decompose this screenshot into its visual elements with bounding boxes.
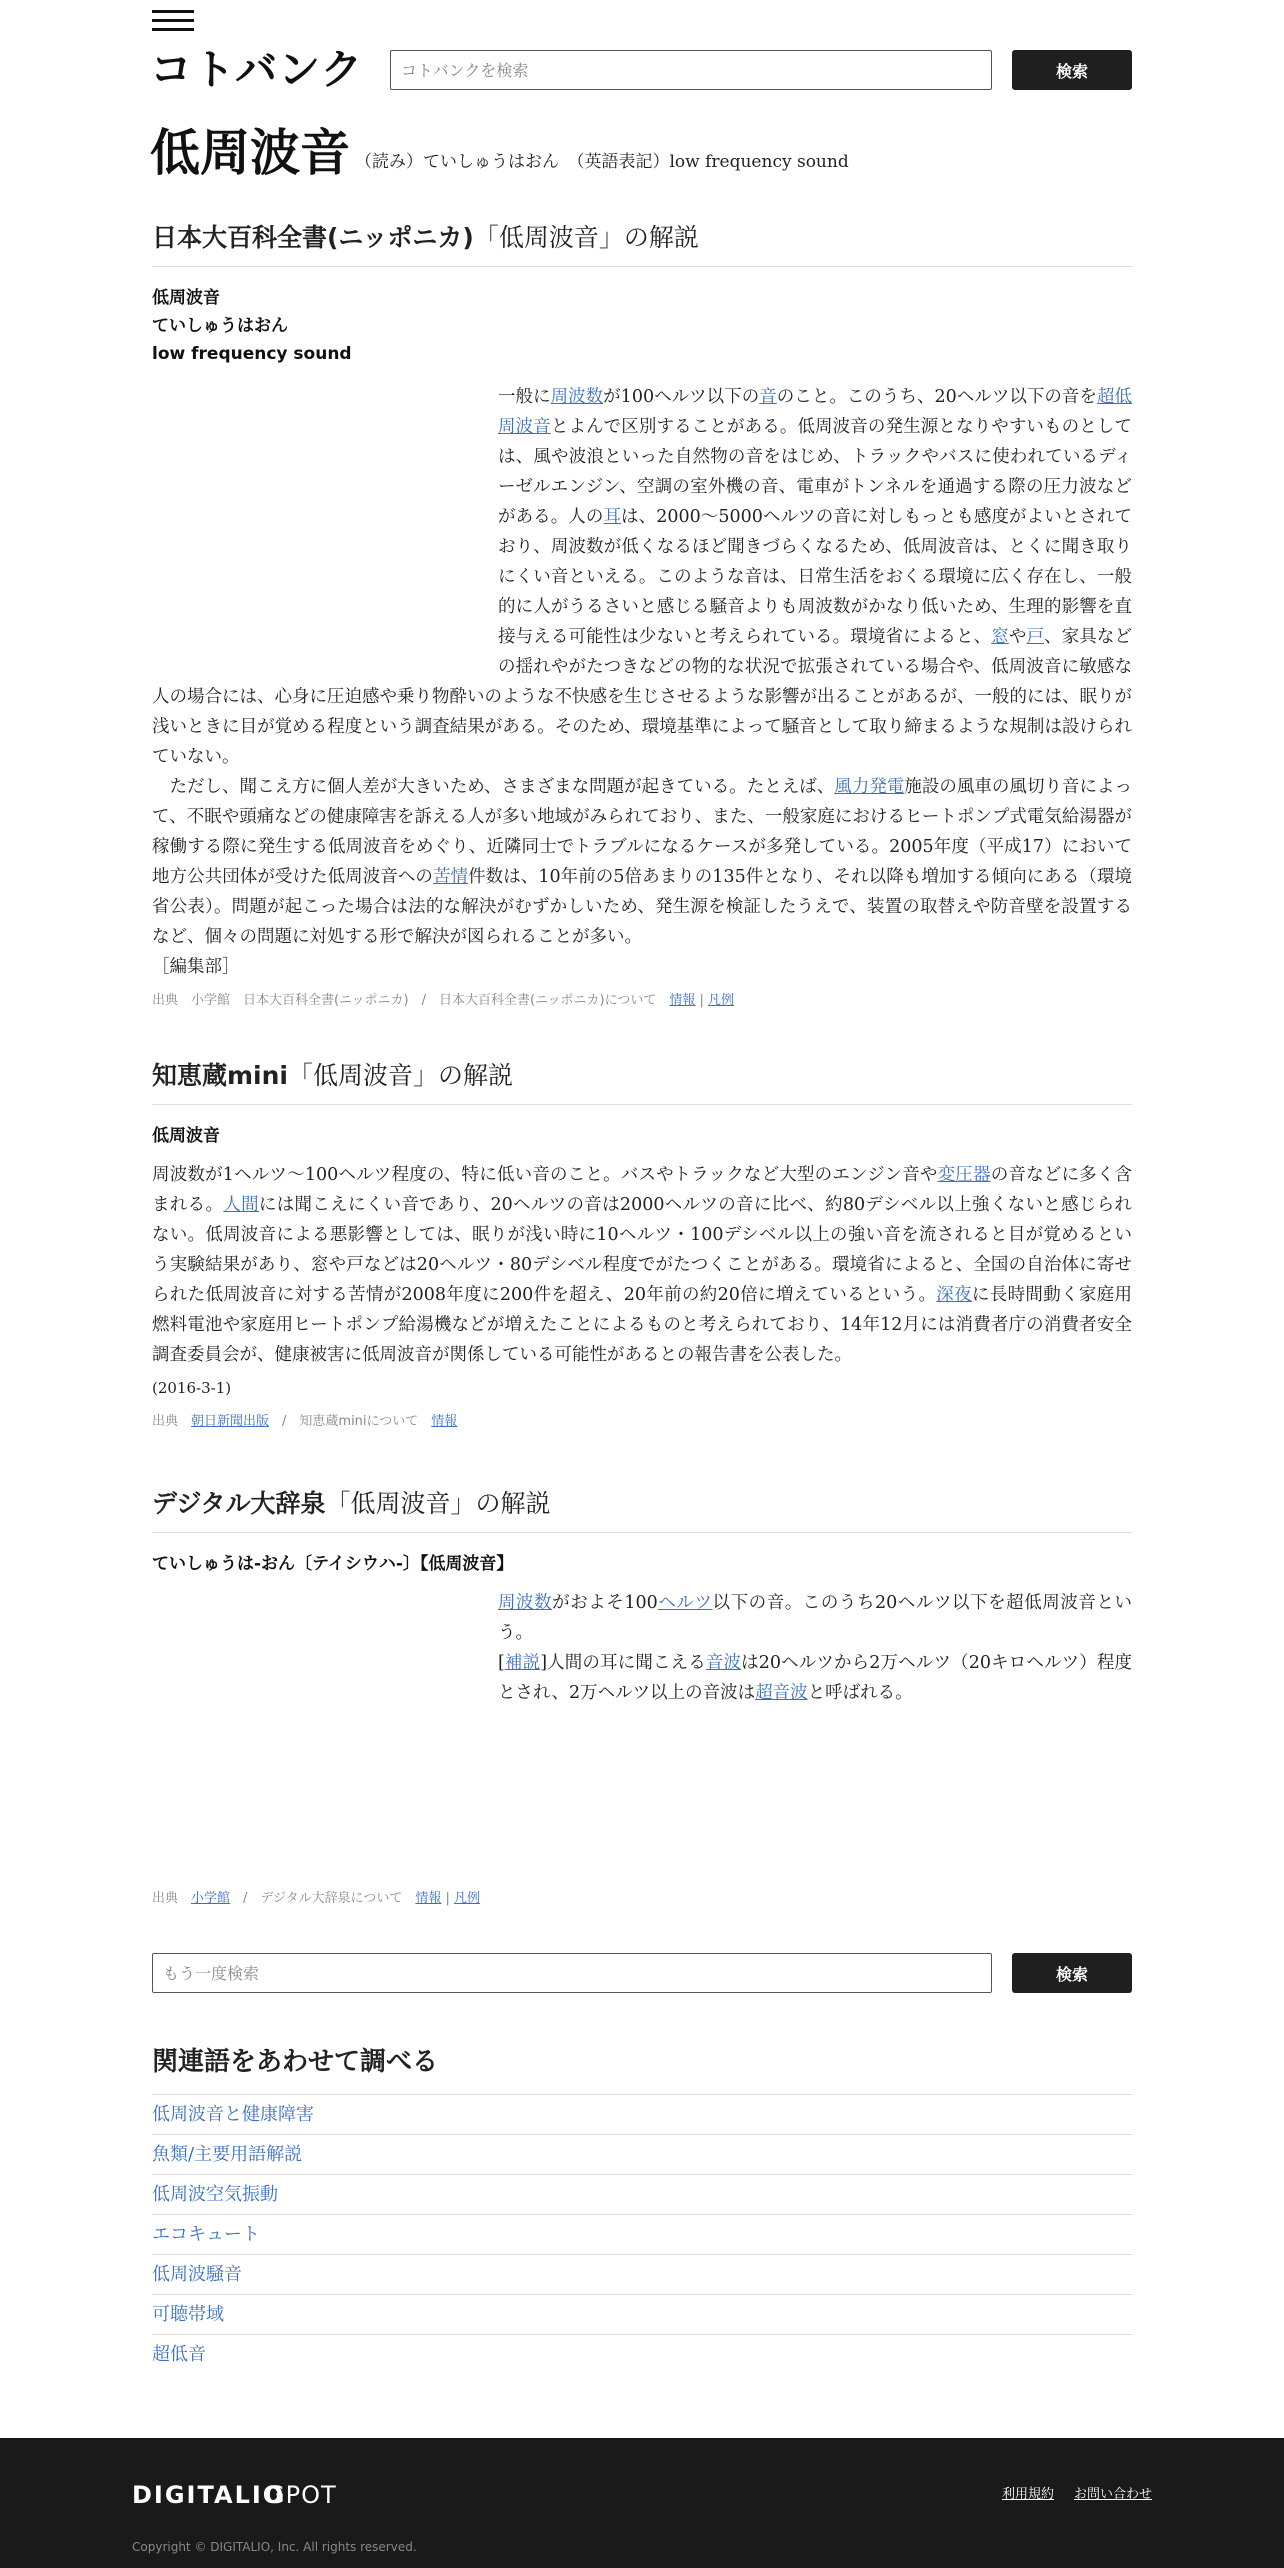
site-logo[interactable]: コトバンク [150, 45, 364, 94]
section-title-nipponica: 日本大百科全書(ニッポニカ)「低周波音」の解説 [152, 218, 1132, 267]
entry-headword: ていしゅうは-おん〔テイシウハ-〕【低周波音】 [152, 1554, 514, 1574]
related-item[interactable]: 低周波空気振動 [152, 2174, 1132, 2214]
link-hanrei[interactable]: 凡例 [708, 993, 735, 1008]
source-line: 出典 小学館 / デジタル大辞泉について 情報 | 凡例 [152, 1891, 481, 1906]
link-info[interactable]: 情報 [669, 993, 696, 1008]
related-terms-title: 関連語をあわせて調べる [152, 2047, 439, 2077]
link-to[interactable]: 戸 [1026, 627, 1045, 647]
digitalio-logo[interactable]: DIGITALIO [132, 2481, 286, 2509]
entry-english: low frequency sound [152, 344, 352, 364]
entry-note: [補説]人間の耳に聞こえる音波は20ヘルツから2万ヘルツ（20キロヘルツ）程度とされ、2万ヘルツ以上の音波は超音波と呼ばれる。 [498, 1653, 1133, 1703]
link-kujo[interactable]: 苦情 [432, 867, 469, 887]
entry-date: (2016-3-1) [152, 1379, 232, 1397]
related-terms-list [152, 2094, 1132, 2374]
search-input[interactable] [390, 50, 992, 90]
chiezo-entry [152, 1122, 1132, 1432]
contact-link[interactable]: お問い合わせ [1074, 2487, 1153, 2502]
source-line: 出典 小学館 日本大百科全書(ニッポニカ) / 日本大百科全書(ニッポニカ)について 情報 | 凡例 [152, 993, 735, 1008]
link-chouteishuhaon[interactable]: 超低周波音 [498, 387, 1133, 437]
terms-link[interactable]: 利用規約 [1002, 2487, 1055, 2502]
entry-paragraph: 一般に周波数が100ヘルツ以下の音のこと。このうち、20ヘルツ以下の音を超低周波音とよんで区別することがある。低周波音の発生源となりやすいものとしては、風や波浪といった自然物の音をはじめ、トラックやバスに使われているディーゼルエンジン、空調の室外機の音、電車がトンネルを通過する際の圧力波などがある。人の耳は、2000～5000ヘルツの音に対しもっとも感度がよいとされており、周波数が低くなるほど聞きづらくなるため、低周波音は、とくに聞き取りにくい音といえる。このような音は、日常生活をおくる環境に広く存在し、一般的に人がうるさいと感じる騒音よりも周波数がかなり低いため、生理的影響を直接与える可能性は少ないと考えられている。環境省によると、窓や戸、家具などの揺れやがたつきなどの物的な状況で拡張されている場合や、低周波音に敏感な人の場合には、心身に圧迫感や乗り物酔いのような不快感を生じさせるような影響が出ることがあるが、一般的には、眠りが浅いときに目が覚める程度という調査結果がある。そのため、環境基準によって騒音として取り締まるような規制は設けられていない。 [152, 387, 1133, 767]
word-reading: （読み）ていしゅうはおん （英語表記）low frequency sound [355, 152, 849, 172]
link-oto[interactable]: 音 [759, 387, 777, 407]
related-item[interactable]: 超低音 [152, 2334, 1132, 2374]
link-onpa[interactable]: 音波 [705, 1653, 742, 1673]
related-item[interactable]: 低周波騒音 [152, 2254, 1132, 2294]
link-shinya[interactable]: 深夜 [936, 1285, 972, 1305]
search-button[interactable]: 検索 [1012, 50, 1132, 90]
link-shogakukan[interactable]: 小学館 [191, 1891, 231, 1906]
link-info[interactable]: 情報 [415, 1891, 442, 1906]
link-choonpa[interactable]: 超音波 [755, 1683, 808, 1703]
entry-headword: 低周波音 [152, 288, 220, 308]
gpot-logo[interactable]: GPOT [266, 2481, 337, 2509]
link-henatsuki[interactable]: 変圧器 [937, 1165, 991, 1185]
link-herutsu[interactable]: ヘルツ [657, 1593, 713, 1613]
daijisen-entry [152, 1550, 1132, 1909]
hamburger-menu-icon[interactable] [152, 10, 194, 32]
section-title-chiezo: 知恵蔵mini「低周波音」の解説 [152, 1056, 1132, 1105]
entry-paragraph: 周波数がおよそ100ヘルツ以下の音。このうち20ヘルツ以下を超低周波音という。 [498, 1593, 1133, 1643]
entry-reading: ていしゅうはおん [152, 316, 288, 336]
related-item[interactable]: 低周波音と健康障害 [152, 2094, 1132, 2134]
section-title-daijisen: デジタル大辞泉「低周波音」の解説 [152, 1484, 1132, 1533]
page-title: 低周波音 [150, 124, 350, 182]
search-again-input[interactable] [152, 1953, 992, 1993]
footer [0, 2438, 1284, 2568]
source-line: 出典 朝日新聞出版 / 知恵蔵miniについて 情報 [152, 1413, 458, 1429]
link-shuhasu[interactable]: 周波数 [498, 1593, 553, 1613]
entry-paragraph: 周波数が1ヘルツ～100ヘルツ程度の、特に低い音のこと。バスやトラックなど大型のエンジン音や変圧器の音などに多く含まれる。人間には聞こえにくい音であり、20ヘルツの音は2000ヘルツの音に比べ、約80デシベル以上強くないと感じられない。低周波音による悪影響としては、眠りが浅い時に10ヘルツ・100デシベル以上の強い音を流されると目が覚めるという実験結果があり、窓や戸などは20ヘルツ・80デシベル程度でがたつくことがある。環境省によると、全国の自治体に寄せられた低周波音に対する苦情が2008年度に200件を超え、20年前の約20倍に増えているという。深夜に長時間動く家庭用燃料電池や家庭用ヒートポンプ給湯機などが増えたことによるものと考えられており、14年12月には消費者庁の消費者安全調査委員会が、健康被害に低周波音が関係している可能性があるとの報告書を公表した。 [152, 1165, 1133, 1365]
related-item[interactable]: 魚類/主要用語解説 [152, 2134, 1132, 2174]
related-item[interactable]: エコキュート [152, 2214, 1132, 2254]
entry-headword: 低周波音 [152, 1126, 220, 1146]
link-hosetsu[interactable]: 補説 [504, 1653, 541, 1673]
link-mado[interactable]: 窓 [991, 627, 1009, 647]
editor-credit: ［編集部］ [152, 957, 240, 977]
link-ningen[interactable]: 人間 [223, 1195, 259, 1215]
nipponica-entry [152, 284, 1132, 1011]
image-placeholder [152, 368, 498, 668]
link-furyokuhatsuden[interactable]: 風力発電 [834, 777, 905, 797]
search-again-button[interactable]: 検索 [1012, 1953, 1132, 1993]
link-info[interactable]: 情報 [431, 1413, 458, 1429]
link-asahi[interactable]: 朝日新聞出版 [191, 1413, 270, 1429]
link-shuhasu[interactable]: 周波数 [550, 387, 604, 407]
entry-paragraph: ただし、聞こえ方に個人差が大きいため、さまざまな問題が起きている。たとえば、風力発電施設の風車の風切り音によって、不眠や頭痛などの健康障害を訴える人が多い地域がみられており、また、一般家庭におけるヒートポンプ式電気給湯器が稼働する際に発生する低周波音をめぐり、近隣同士でトラブルになるケースが多発している。2005年度（平成17）において地方公共団体が受けた低周波音への苦情件数は、10年前の5倍あまりの135件となり、それ以降も増加する傾向にある（環境省公表）。問題が起こった場合は法的な解決がむずかしいため、発生源を検証したうえで、装置の取替えや防音壁を設置するなど、個々の問題に対処する形で解決が図られることが多い。 [152, 777, 1133, 947]
related-item[interactable]: 可聴帯域 [152, 2294, 1132, 2334]
link-mimi[interactable]: 耳 [603, 507, 622, 527]
link-hanrei[interactable]: 凡例 [454, 1891, 481, 1906]
copyright: Copyright © DIGITALIO, Inc. All rights reserved. [132, 2540, 417, 2554]
